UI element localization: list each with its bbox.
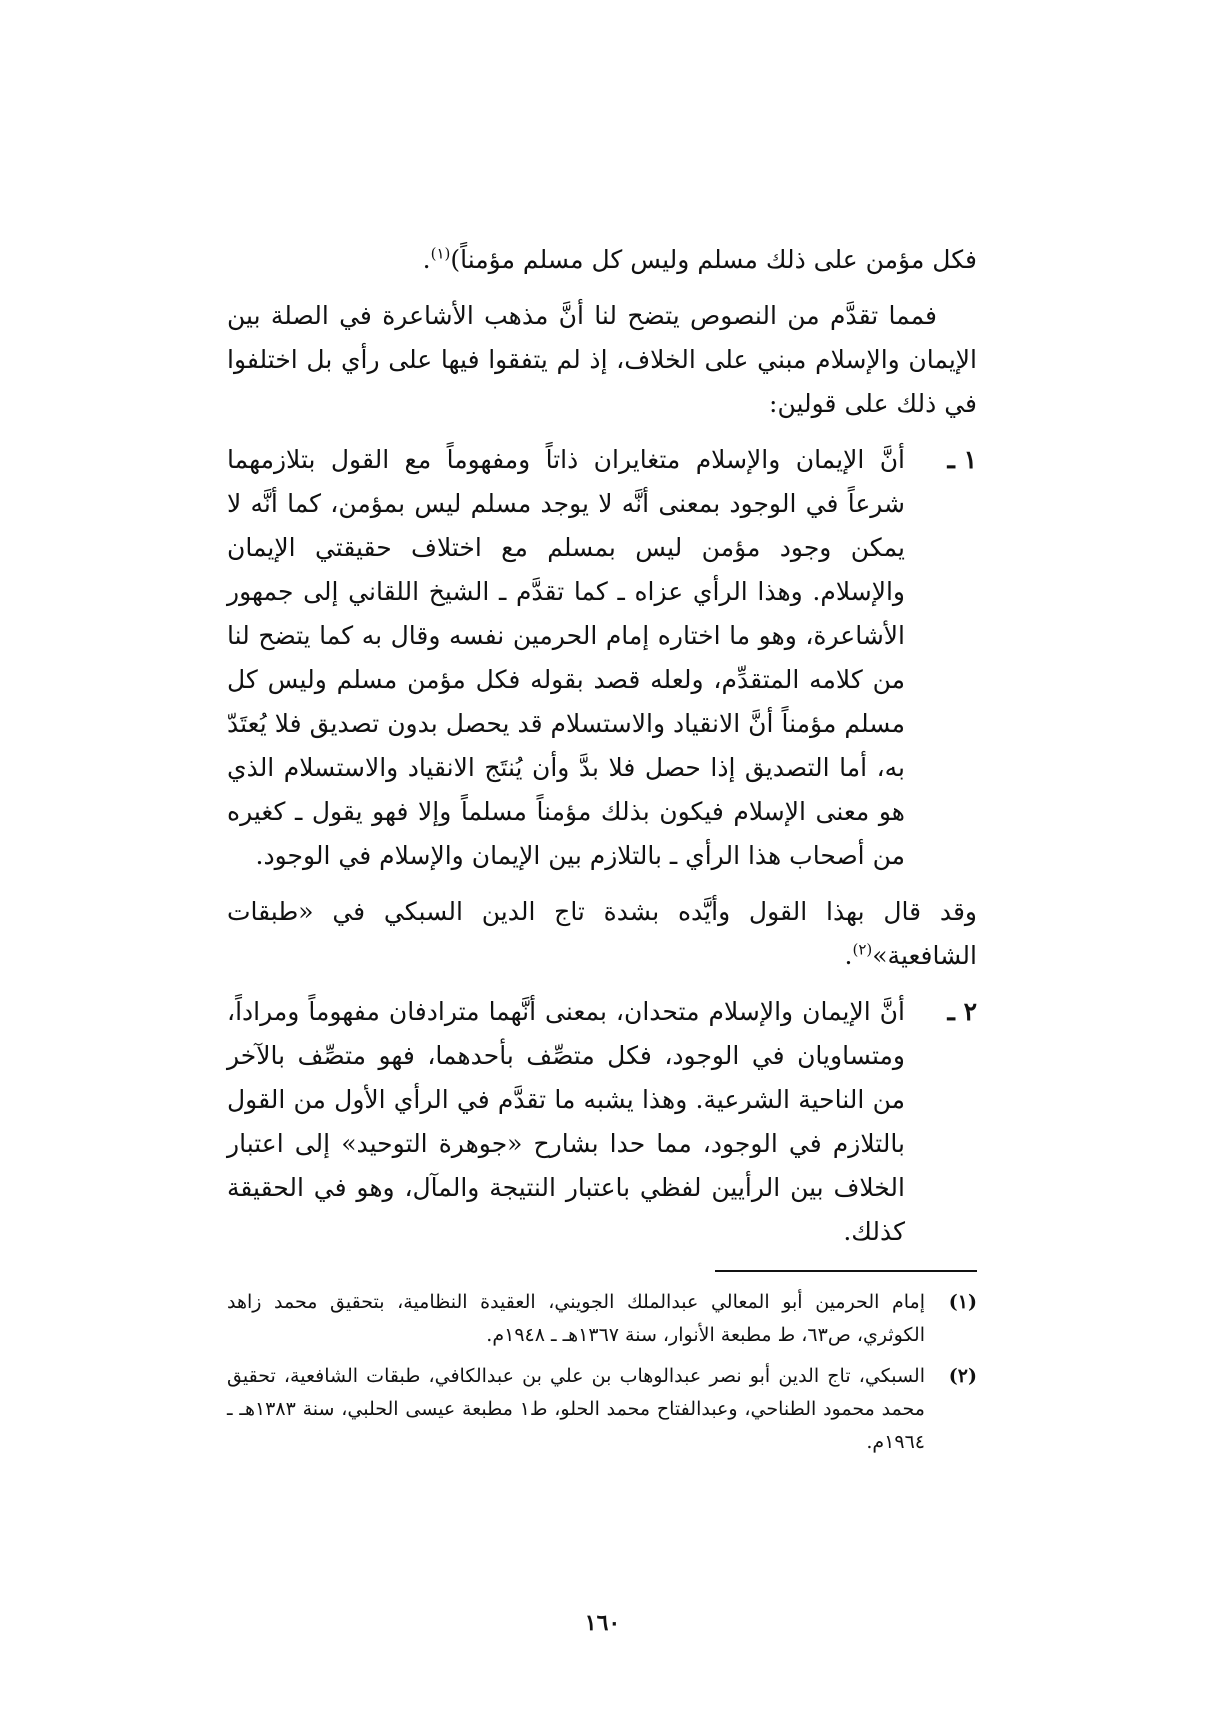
- list-item-text: أنَّ الإيمان والإسلام متحدان، بمعنى أنَّهما مترادفان مفهوماً ومراداً، ومتساويان في الوجود، فكل متصِّف بأحدهما، فهو متصِّف بالآخر من الناحية الشرعية. وهذا يشبه ما تقدَّم في الرأي الأول من القول بالتلازم في الوجود، مما حدا بشارح «جوهرة التوحيد» إلى اعتبار الخلاف بين الرأيين لفظي باعتبار النتيجة والمآل، وهو في الحقيقة كذلك.: [227, 997, 905, 1246]
- footnote-number: (١): [948, 1291, 977, 1313]
- footnote-ref-2[interactable]: (٢): [852, 940, 873, 959]
- paragraph-end-mark: .: [844, 941, 853, 970]
- footnote-divider: [715, 1270, 977, 1272]
- paragraph-text: وقد قال بهذا القول وأيَّده بشدة تاج الدين السبكي في «طبقات الشافعية»: [227, 897, 977, 970]
- paragraph-end-mark: .: [422, 245, 431, 274]
- list-item-1: [227, 438, 977, 878]
- footnote-2: [227, 1360, 977, 1459]
- list-item-text: أنَّ الإيمان والإسلام متغايران ذاتاً ومفهوماً مع القول بتلازمهما شرعاً في الوجود بمعنى أنَّه لا يوجد مسلم ليس بمؤمن، كما أنَّه لا يمكن وجود مؤمن ليس بمسلم مع اختلاف حقيقتي الإيمان والإسلام. وهذا الرأي عزاه ـ كما تقدَّم ـ الشيخ اللقاني إلى جمهور الأشاعرة، وهو ما اختاره إمام الحرمين نفسه وقال به كما يتضح لنا من كلامه المتقدِّم، ولعله قصد بقوله فكل مؤمن مسلم وليس كل مسلم مؤمناً أنَّ الانقياد والاستسلام قد يحصل بدون تصديق فلا يُعتَدّ به، أما التصديق إذا حصل فلا بدَّ وأن يُنتَج الانقياد والاستسلام الذي هو معنى الإسلام فيكون بذلك مؤمناً مسلماً وإلا فهو يقول ـ كغيره من أصحاب هذا الرأي ـ بالتلازم بين الإيمان والإسلام في الوجود.: [227, 445, 906, 870]
- footnote-1: [227, 1286, 977, 1352]
- list-item-number: ١ ـ: [947, 445, 977, 474]
- footnote-ref-1[interactable]: (١): [430, 244, 451, 263]
- paragraph-intro: فمما تقدَّم من النصوص يتضح لنا أنَّ مذهب الأشاعرة في الصلة بين الإيمان والإسلام مبني على الخلاف، إذ لم يتفقوا فيها على رأي بل اختلفوا في ذلك على قولين:: [227, 301, 977, 418]
- footnote-number: (٢): [948, 1365, 977, 1387]
- paragraph-quote-end: [227, 238, 977, 282]
- page-body: [227, 238, 977, 1467]
- list-item-2: [227, 990, 977, 1254]
- page-number: ١٦٠: [584, 1610, 621, 1636]
- footnote-text: إمام الحرمين أبو المعالي عبدالملك الجويني، العقيدة النظامية، بتحقيق محمد زاهد الكوثري، ص٦٣، ط مطبعة الأنوار، سنة ١٣٦٧هـ ـ ١٩٤٨م.: [227, 1291, 925, 1346]
- paragraph-subki: [227, 890, 977, 978]
- paragraph-text: فكل مؤمن على ذلك مسلم وليس كل مسلم مؤمناً): [450, 245, 977, 274]
- footnote-text: السبكي، تاج الدين أبو نصر عبدالوهاب بن علي بن عبدالكافي، طبقات الشافعية، تحقيق محمد محمود الطناحي، وعبدالفتاح محمد الحلو، ط١ مطبعة عيسى الحلبي، سنة ١٣٨٣هـ ـ ١٩٦٤م.: [227, 1365, 925, 1453]
- list-item-number: ٢ ـ: [947, 997, 977, 1026]
